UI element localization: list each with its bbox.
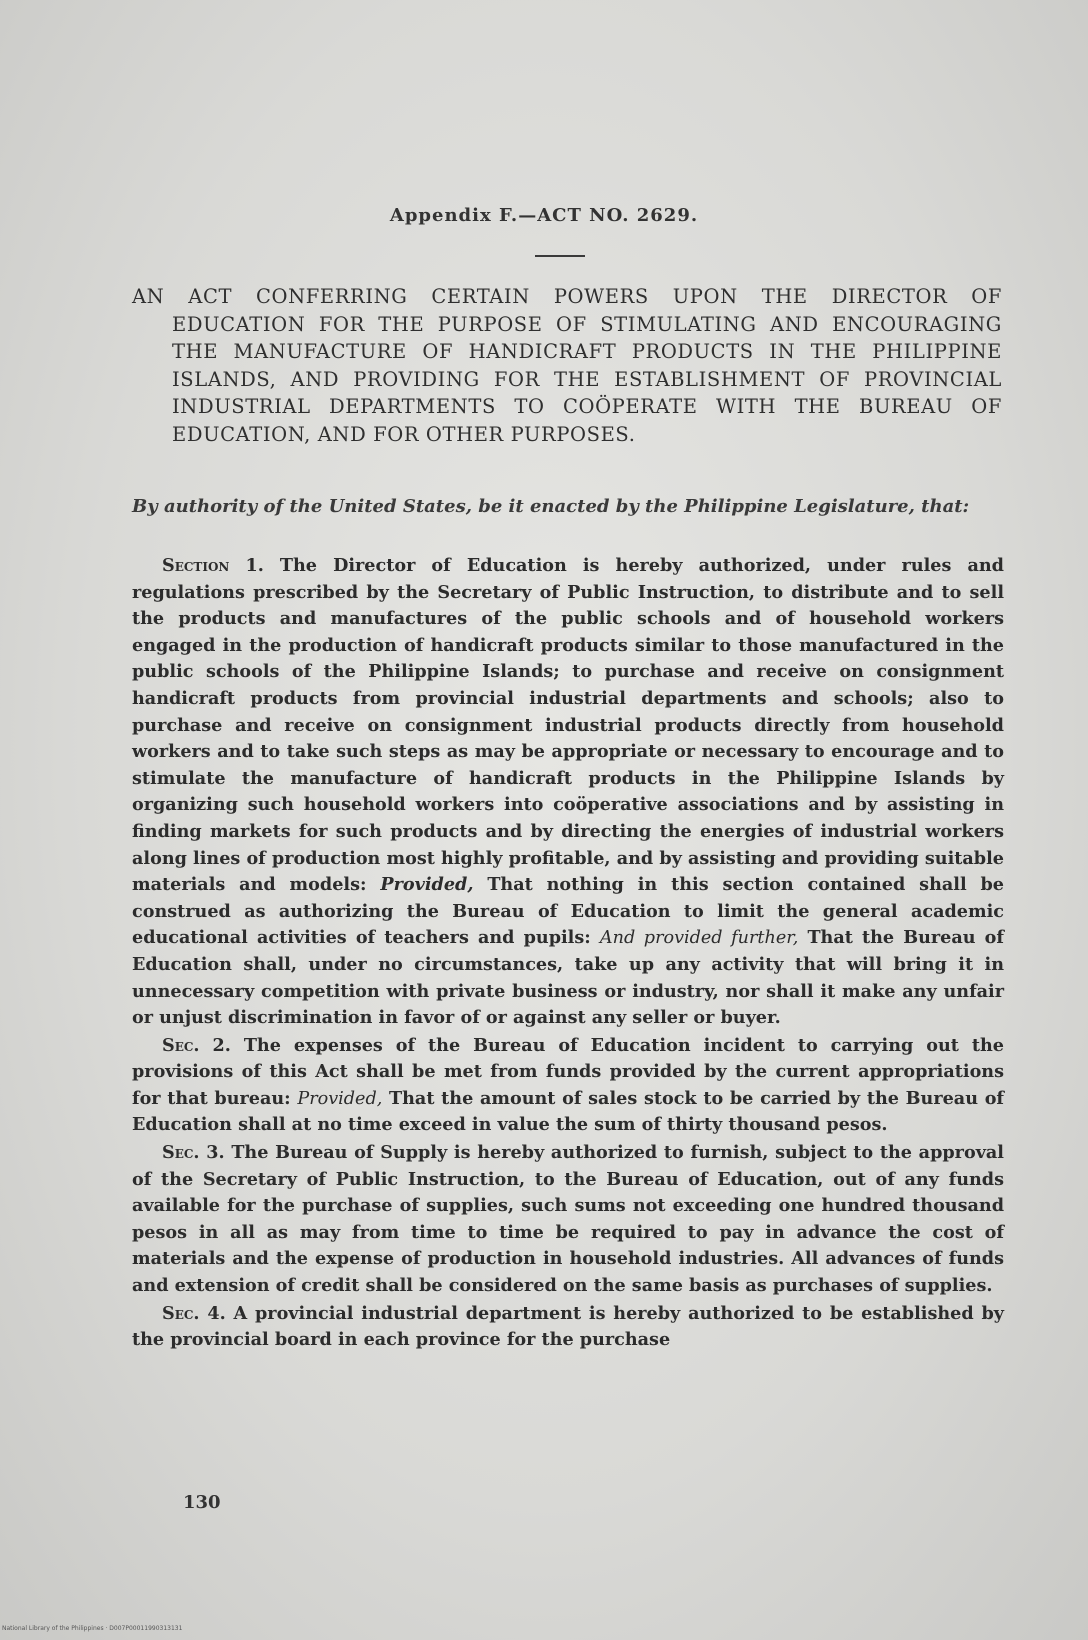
section-2 [132, 1033, 1004, 1139]
section-2-text: The expenses of the Bureau of Education incident to carrying out the provisions of this Act shall be met from funds provided by the current appropriations for that bureau: [132, 1034, 1004, 1109]
page-number: 130 [183, 1492, 221, 1513]
enacting-clause: By authority of the United States, be it enacted by the Philippine Legislature, that: [132, 496, 970, 517]
scan-footer: National Library of the Philippines · D007P00011990313131 [2, 1625, 183, 1632]
section-1-text: The Director of Education is hereby authorized, under rules and regulations prescribed by the Secretary of Public Instruction, to distribute and to sell the products and manufactures of the public schools and of household workers engaged in the production of handicraft products similar to those manufactured in the public schools of the Philippine Islands; to purchase and receive on consignment handicraft products from provincial industrial departments and schools; also to purchase and receive on consignment industrial products directly from household workers and to take such steps as may be appropriate or necessary to encourage and to stimulate the manufacture of handicraft products in the Philippine Islands by organizing such household workers into coöperative associations and by assisting in finding markets for such products and by directing the energies of industrial workers along lines of production most highly profitable, and by assisting and providing suitable materials and models: [132, 555, 1004, 896]
section-3-label: Sec. 3. [162, 1142, 225, 1164]
section-4-text: A provincial industrial department is hereby authorized to be established by the provincial board in each province for the purchase [132, 1302, 1004, 1351]
act-body [132, 553, 1004, 1355]
section-1-proviso-further: And provided further, [599, 928, 799, 949]
section-1-text-3: That the Bureau of Education shall, under no circumstances, take up any activity that will bring it in unnecessary competition with private business or industry, nor shall it make any unfair or unjust discrimination in favor of or against any seller or buyer. [132, 927, 1004, 1029]
heading-rule [535, 255, 585, 257]
section-1-text-2: That nothing in this section contained shall be construed as authorizing the Bureau of Education to limit the general academic educational activities of teachers and pupils: [132, 874, 1005, 949]
section-3 [132, 1140, 1004, 1300]
section-2-proviso: Provided, [297, 1088, 383, 1109]
act-title: AN ACT CONFERRING CERTAIN POWERS UPON THE DIRECTOR OF EDUCATION FOR THE PURPOSE OF STIMULATING AND ENCOURAGING THE MANUFACTURE OF HANDICRAFT PRODUCTS IN THE PHILIPPINE ISLANDS, AND PROVIDING FOR THE ESTABLISHMENT OF PROVINCIAL INDUSTRIAL DEPARTMENTS TO COÖPERATE WITH THE BUREAU OF EDUCATION, AND FOR OTHER PURPOSES. [132, 285, 1002, 446]
section-2-text-2: That the amount of sales stock to be carried by the Bureau of Education shall at no time exceed in value the sum of thirty thousand pesos. [132, 1087, 1004, 1136]
section-4 [132, 1301, 1004, 1354]
section-1-proviso: Provided, [380, 874, 474, 896]
section-1-label: Section 1. [162, 555, 264, 576]
section-4-label: Sec. 4. [162, 1302, 226, 1324]
section-3-text: The Bureau of Supply is hereby authorized to furnish, subject to the approval of the Secretary of Public Instruction, to the Bureau of Education, out of any funds available for the purchase of supplies, such sums not exceeding one hundred thousand pesos in all as may from time to time be required to pay in advance the cost of materials and the expense of production in household industries. All advances of funds and extension of credit shall be considered on the same basis as purchases of supplies. [132, 1142, 1004, 1297]
section-1 [132, 553, 1004, 1032]
section-2-label: Sec. 2. [162, 1034, 231, 1056]
appendix-heading: Appendix F.—ACT NO. 2629. [389, 205, 699, 226]
